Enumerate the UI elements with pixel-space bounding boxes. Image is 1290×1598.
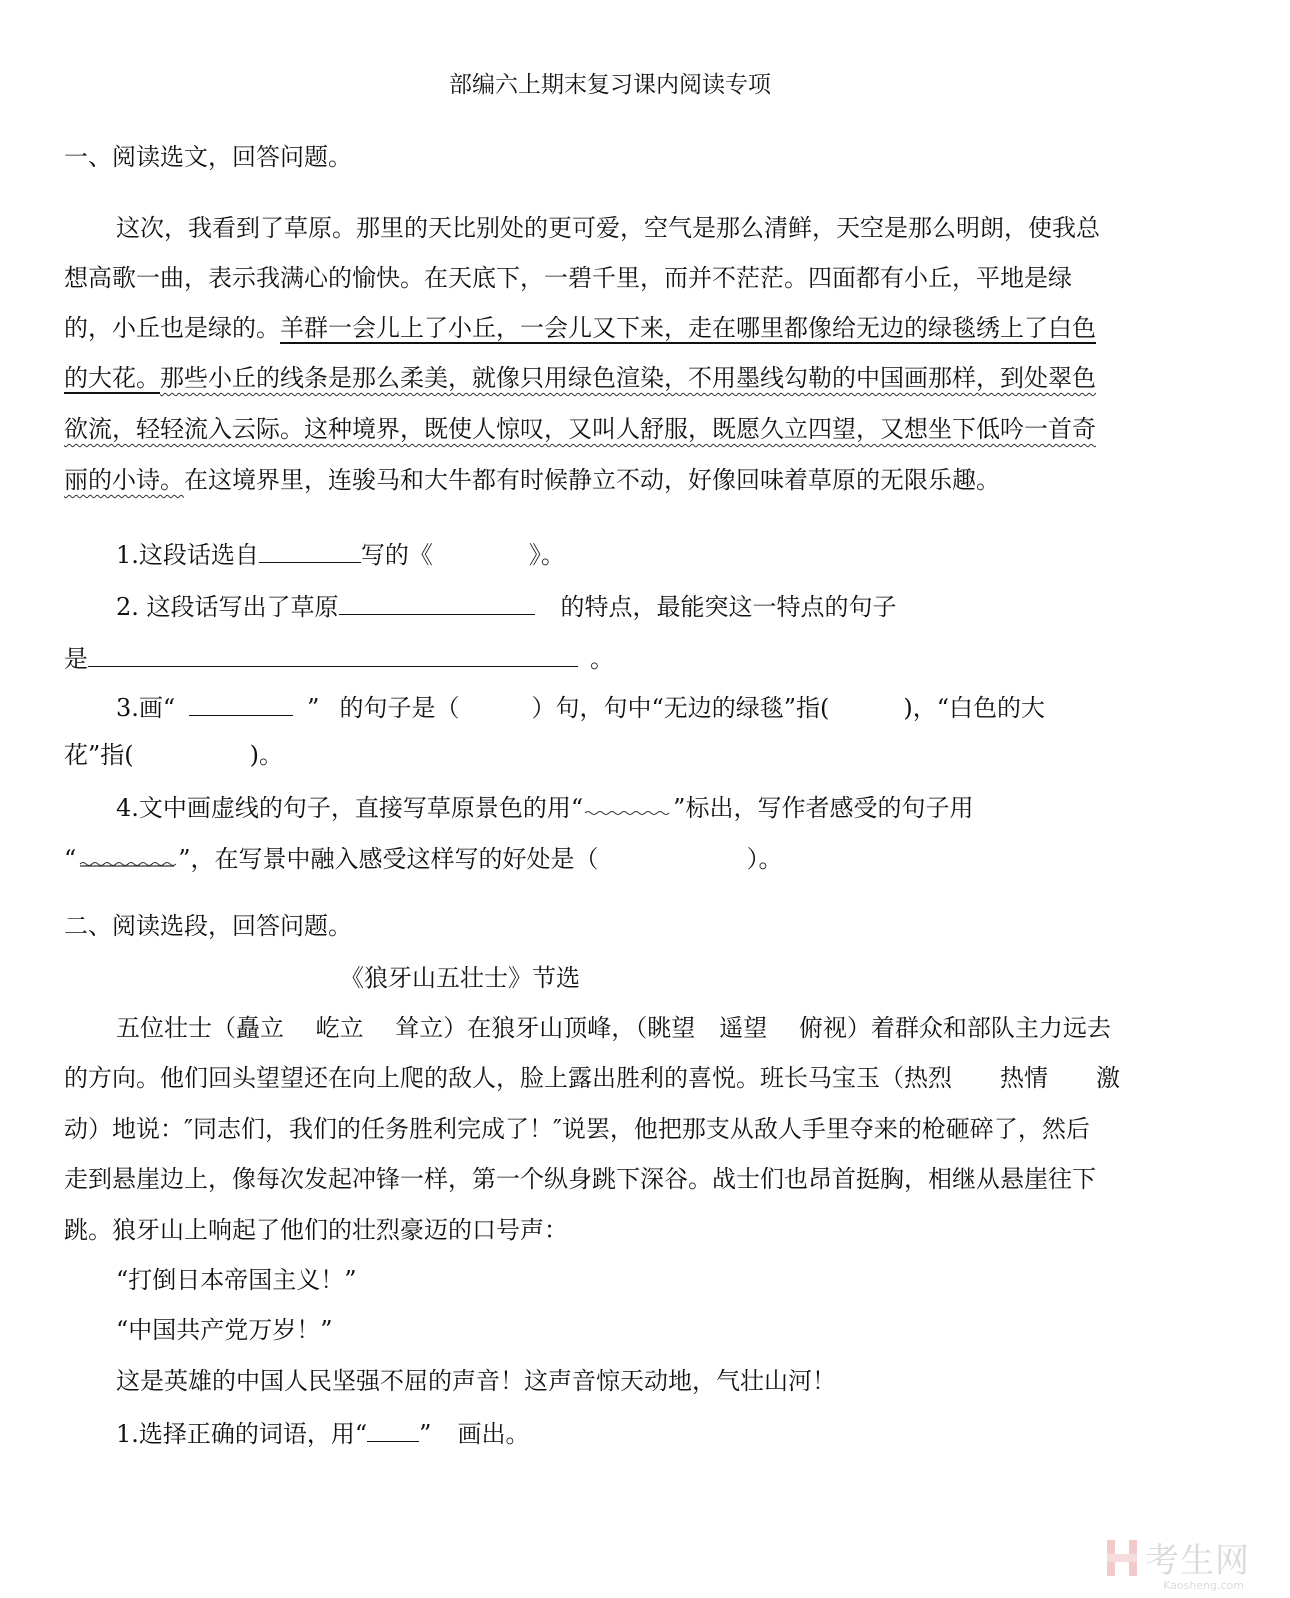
question-text: 花”指( [64,741,134,769]
passage2-line: 五位壮士（矗立 屹立 耸立）在狼牙山顶峰，（眺望 遥望 俯视）着群众和部队主力远去 [116,1014,1111,1042]
question-text: ）句，句中“无边的绿毯”指( [531,694,830,722]
question-text: 的句子是（ [339,694,460,722]
question-text: 写的《 [360,541,433,569]
passage2-line: 走到悬崖边上，像每次发起冲锋一样，第一个纵身跳下深谷。战士们也昂首挺胸，相继从悬崖往下 [64,1165,1096,1193]
question-text: 。 [590,645,614,673]
watermark [1105,1533,1250,1582]
wavy-line-sample [583,794,673,816]
question-3-cont [64,743,283,767]
passage1-line [64,316,1096,340]
passage1-line: 这次，我看到了草原。那里的天比别处的更可爱，空气是那么清鲜，天空是那么明朗，使我总 [116,214,1100,242]
page-title: 部编六上期末复习课内阅读专项 [449,72,771,98]
question-text: ”标出，写作者感受的句子用 [673,794,974,822]
question-text: 2. 这段话写出了草原 [116,593,339,621]
passage1-text: 在这境界里，连骏马和大牛都有时候静立不动，好像回味着草原的无限乐趣。 [184,466,1000,494]
wavy-underlined-sentence: 欲流，轻轻流入云际。这种境界，既使人惊叹，又叫人舒服，既愿久立四望，又想坐下低吟一首奇 [64,415,1096,443]
passage1-text: 的，小丘也是绿的。 [64,314,280,342]
question-2-cont [64,644,614,671]
slogan: “打倒日本帝国主义！” [116,1266,357,1294]
question-text: 4.文中画虚线的句子，直接写草原景色的用“ [116,794,584,822]
question-text: 是 [64,645,88,673]
question-text: )，“白色的大 [903,694,1045,722]
watermark-subtext: Kaosheng.com [1163,1579,1244,1592]
passage1-line [64,417,1096,441]
wavy-underlined-sentence: 那些小丘的线条是那么柔美，就像只用绿色渲染，不用墨线勾勒的中国画那样，到处翠色 [160,364,1096,392]
question-text: ” [419,1420,432,1448]
section2-subtitle: 《狼牙山五壮士》节选 [340,964,580,992]
section2-heading: 二、阅读选段，回答问题。 [64,912,352,940]
passage2-line: 跳。狼牙山上响起了他们的壮烈豪迈的口号声： [64,1216,568,1244]
question-text: 1.选择正确的词语，用“ [116,1420,368,1448]
question-3 [116,693,1045,720]
watermark-text: 考生网 [1145,1541,1250,1581]
passage1-line [64,366,1096,390]
question-text: ”，在写景中融入感受这样写的好处是（ [178,845,599,873]
question-4 [116,794,973,820]
passage1-line [64,468,1000,492]
question-text: )。 [249,741,284,769]
question-text: ）。 [746,845,783,873]
question-text: 》。 [528,541,565,569]
question-text: 的特点，最能突这一特点的句子 [560,593,897,621]
question-text: ” [307,694,320,722]
wavy-line-sample [76,845,178,867]
passage2-line: 动）地说：″同志们，我们的任务胜利完成了！″说罢，他把那支从敌人手里夺来的枪砸碎了，然后 [64,1115,1090,1143]
wavy-underlined-sentence: 丽的小诗。 [64,466,184,494]
section2-question-1 [116,1419,529,1446]
question-text: “ [64,845,77,873]
section1-heading: 一、阅读选文，回答问题。 [64,143,352,171]
question-text: 画出。 [457,1420,530,1448]
kaosheng-logo-icon [1105,1538,1139,1578]
answer-blank-feature[interactable] [339,592,535,615]
answer-blank-sentence[interactable] [88,644,578,667]
passage2-line: 的方向。他们回头望望还在向上爬的敌人，脸上露出胜利的喜悦。班长马宝玉（热烈 热情 激 [64,1064,1120,1092]
question-text: 3.画“ [116,694,176,722]
question-text: 1.这段话选自 [116,541,259,569]
solid-underlined-sentence: 羊群一会儿上了小丘，一会儿又下来，走在哪里都像给无边的绿毯绣上了白色 [280,314,1096,342]
underline-sample [189,693,293,716]
passage2-line: 这是英雄的中国人民坚强不屈的声音！这声音惊天动地，气壮山河！ [116,1367,836,1395]
solid-underlined-sentence: 的大花。 [64,364,160,392]
underline-sample [367,1419,419,1442]
passage1-line: 想高歌一曲，表示我满心的愉快。在天底下，一碧千里，而并不茫茫。四面都有小丘，平地是绿 [64,264,1072,292]
question-4-cont [64,845,783,871]
question-2 [116,592,897,619]
answer-blank-author[interactable] [259,540,361,563]
question-1 [116,540,565,567]
slogan: “中国共产党万岁！” [116,1316,333,1344]
